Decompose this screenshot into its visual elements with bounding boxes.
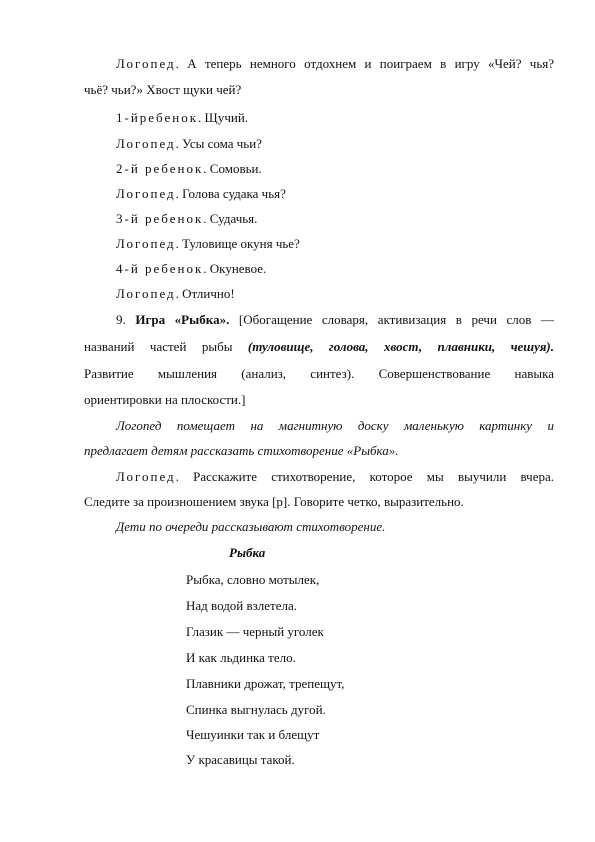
instruction-line-1: Логопед помещает на магнитную доску маленькую картинку и — [116, 418, 554, 433]
poem-line: Чешуинки так и блещут — [186, 727, 320, 742]
speaker-label: Логопед — [116, 56, 176, 71]
section-terms: (туловище, голова, хвост, плавники, чешуя). — [247, 339, 554, 354]
speaker-label: 3-й ребенок — [116, 211, 204, 226]
speaker-label: Логопед — [116, 186, 176, 201]
request-line-2: Следите за произношением звука [р]. Говорите четко, выразительно. — [84, 494, 464, 509]
dialog-text: . Усы сома чьи? — [175, 136, 262, 151]
speaker-label: Логопед — [116, 286, 176, 301]
poem-line: Плавники дрожат, трепещут, — [186, 676, 345, 691]
dialog-line-1 — [116, 110, 554, 126]
poem-line: И как льдинка тело. — [186, 650, 296, 665]
children-note: Дети по очереди рассказывают стихотворение. — [116, 519, 386, 534]
dialog-text: . Отлично! — [175, 286, 235, 301]
poem-line: У красавицы такой. — [186, 752, 295, 767]
section-text: [Обогащение словаря, активизация в речи слов — — [238, 312, 555, 327]
section-title: Игра «Рыбка». — [135, 312, 230, 327]
speaker-label: 2-й ребенок — [116, 161, 204, 176]
dialog-text: . Щучий. — [198, 110, 249, 125]
dialog-line-4 — [116, 186, 554, 202]
poem-title: Рыбка — [229, 545, 266, 560]
section-9-line-3: Развитие мышления (анализ, синтез). Совершенствование навыка — [84, 366, 554, 381]
dialog-text: . Голова судака чья? — [175, 186, 286, 201]
dialog-text: . Судачья. — [203, 211, 258, 226]
section-9-line-1 — [116, 312, 554, 328]
speaker-label: 1-йребенок — [116, 110, 199, 125]
request-line-1 — [116, 469, 554, 485]
dialog-text: . Сомовьи. — [203, 161, 262, 176]
intro-line-2: чьё? чьи?» Хвост щуки чей? — [84, 82, 242, 97]
speaker-label: Логопед — [116, 236, 176, 251]
poem-line: Над водой взлетела. — [186, 598, 298, 613]
speaker-label: Логопед — [116, 469, 176, 484]
instruction-line-2: предлагает детям рассказать стихотворение «Рыбка». — [84, 443, 399, 458]
intro-line-1 — [116, 56, 554, 72]
poem-line: Спинка выгнулась дугой. — [186, 702, 326, 717]
intro-text-a: . А теперь немного отдохнем и поиграем в игру «Чей? чья? — [175, 56, 554, 71]
dialog-line-7 — [116, 261, 554, 277]
dialog-line-8 — [116, 286, 554, 302]
dialog-text: . Окуневое. — [203, 261, 267, 276]
dialog-text: . Туловище окуня чье? — [175, 236, 300, 251]
speaker-label: 4-й ребенок — [116, 261, 204, 276]
section-9-line-2 — [84, 339, 554, 355]
speaker-label: Логопед — [116, 136, 176, 151]
dialog-line-5 — [116, 211, 554, 227]
section-number: 9. — [116, 312, 126, 327]
poem-line: Рыбка, словно мотылек, — [186, 572, 320, 587]
section-text: названий частей рыбы — [84, 339, 233, 354]
dialog-line-3 — [116, 161, 554, 177]
dialog-line-6 — [116, 236, 554, 252]
dialog-line-2 — [116, 136, 554, 152]
section-9-line-4: ориентировки на плоскости.] — [84, 392, 246, 407]
poem-line: Глазик — черный уголек — [186, 624, 324, 639]
request-text: . Расскажите стихотворение, которое мы выучили вчера. — [175, 469, 554, 484]
